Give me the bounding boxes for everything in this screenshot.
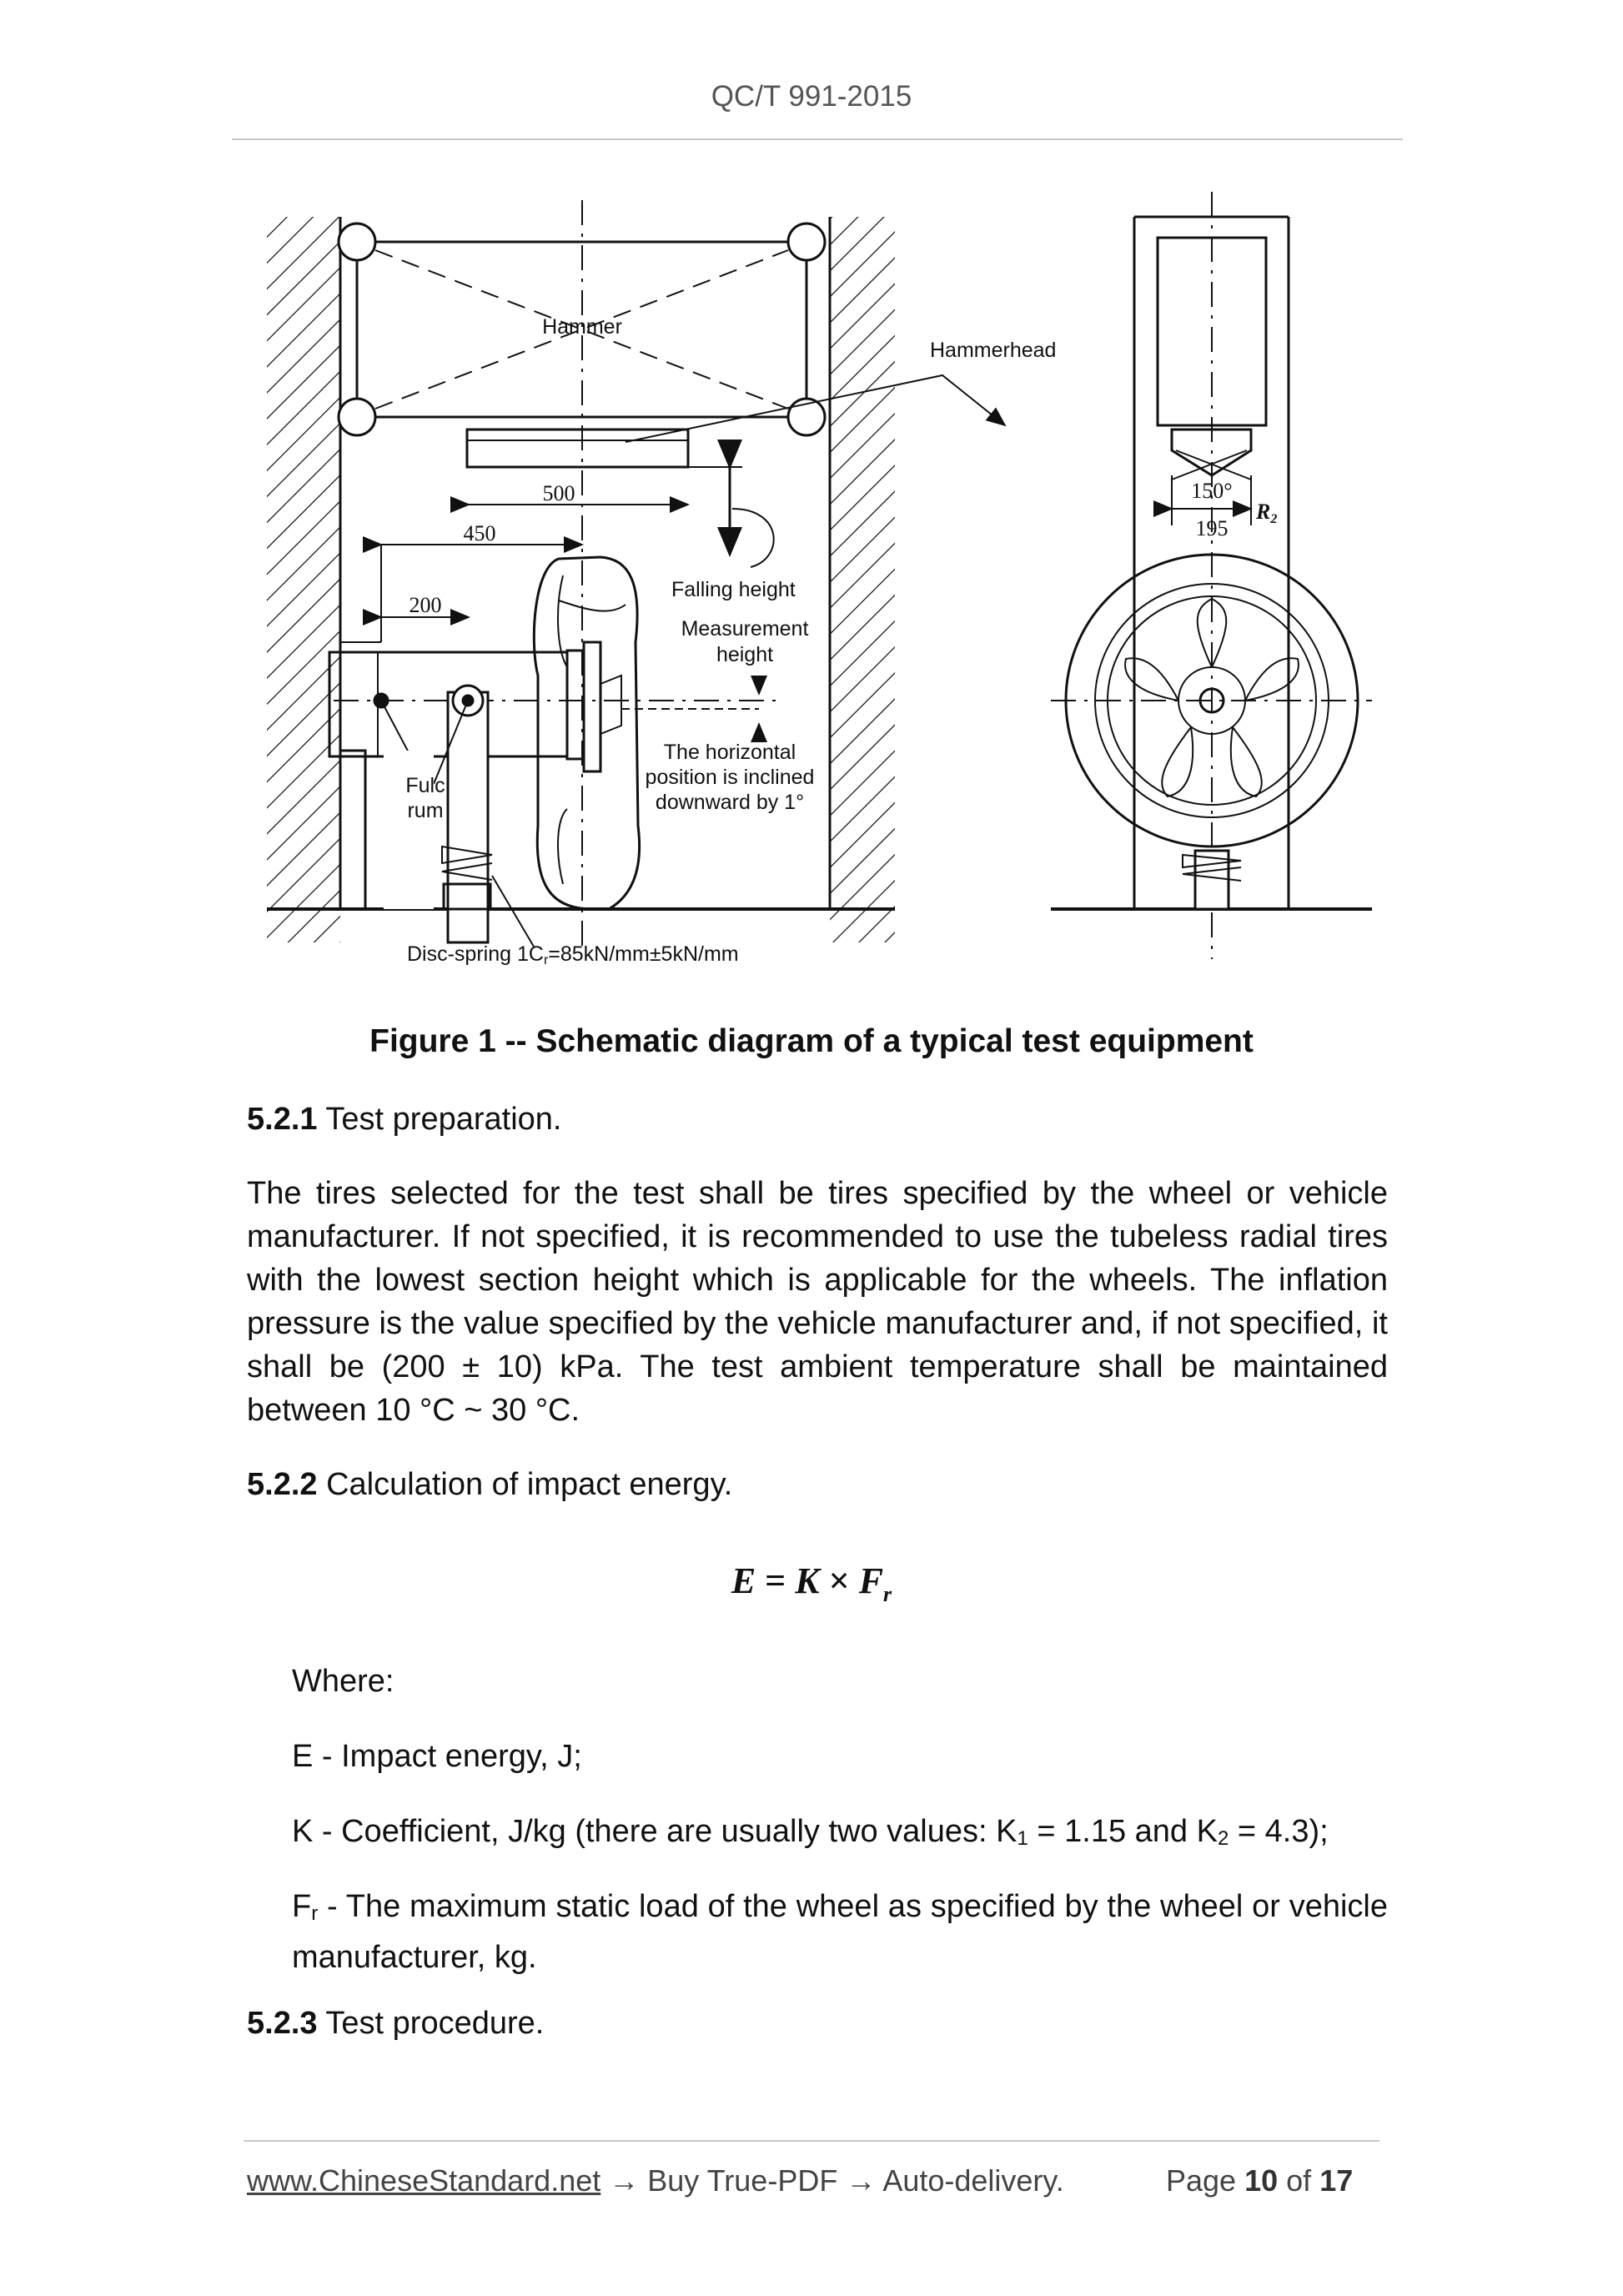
- dim-195: 195: [1195, 516, 1229, 540]
- label-disc-spring: Disc-spring 1Cr=85kN/mm±5kN/mm: [407, 942, 739, 967]
- dim-150-degree: 150°: [1191, 479, 1233, 503]
- dim-radius: R2: [1256, 500, 1278, 526]
- right-apparatus: [1051, 192, 1372, 959]
- figure-schematic: [250, 175, 1393, 976]
- footer-rule: [244, 2140, 1379, 2142]
- left-wall-hatch: [267, 217, 340, 942]
- label-measurement-2: height: [716, 643, 774, 666]
- label-measurement-1: Measurement: [681, 617, 809, 641]
- section-5-2-1-body: The tires selected for the test shall be tires specified by the wheel or vehicle manufacturer. If not specified, it is recommended to use the tubeless radial tires with the lowest section height which is applicable for the wheels. The inflation pressure is the value specified by the vehicle manufacturer and, if not specified, it shall be (200 ± 10) kPa. The test ambient temperature shall be maintained between 10 °C ~ 30 °C.: [247, 1176, 1388, 1428]
- header-rule: [232, 138, 1403, 140]
- left-apparatus: [267, 200, 1005, 951]
- label-fulcrum-2: rum: [407, 799, 444, 822]
- definition-fr: $F_r$ - The maximum static load of the wheel as specified by the wheel or vehicle manufacturer, kg.: [292, 1889, 1388, 1975]
- figure-caption: Figure 1 -- Schematic diagram of a typical test equipment: [369, 1023, 1254, 1059]
- dim-200: 200: [409, 593, 442, 617]
- section-5-2-3-heading: 5.2.3 Test procedure.: [247, 2006, 545, 2041]
- definition-e: E - Impact energy, J;: [292, 1739, 582, 1774]
- footer-site-link[interactable]: www.ChineseStandard.net: [247, 2163, 601, 2198]
- label-falling-height: Falling height: [671, 578, 796, 601]
- formula-impact-energy: $E = K \times F_r$: [731, 1560, 892, 1606]
- section-5-2-2-heading: 5.2.2 Calculation of impact energy.: [247, 1467, 733, 1502]
- label-horizontal-3: downward by 1°: [655, 791, 805, 814]
- label-hammer: Hammer: [542, 315, 622, 339]
- right-wall-hatch: [830, 217, 895, 942]
- dim-500: 500: [542, 481, 575, 505]
- footer-page-number: Page 10 of 17: [1166, 2163, 1354, 2198]
- dim-450: 450: [463, 521, 496, 545]
- footer-left: [247, 2163, 1064, 2198]
- label-hammerhead: Hammerhead: [930, 339, 1057, 362]
- definition-k: K - Coefficient, J/kg (there are usually two values: $K_1 = 1.15$ and $K_2 = 4.3$);: [292, 1814, 1329, 1850]
- header-doc-code: QC/T 991-2015: [711, 80, 912, 113]
- section-5-2-1-heading: 5.2.1 Test preparation.: [247, 1102, 562, 1137]
- label-fulcrum-1: Fulc: [405, 774, 445, 797]
- label-horizontal-1: The horizontal: [663, 741, 796, 764]
- where-label: Where:: [292, 1664, 394, 1699]
- label-horizontal-2: position is inclined: [645, 766, 815, 789]
- footer-tagline: → Buy True-PDF → Auto-delivery.: [600, 2163, 1064, 2198]
